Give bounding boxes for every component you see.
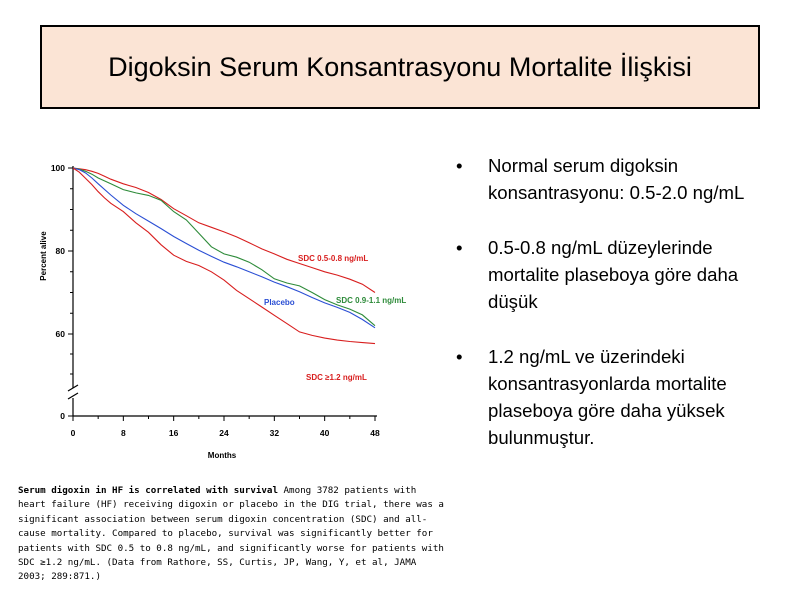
caption-heading: Serum digoxin in HF is correlated with survival <box>18 485 278 496</box>
survival-chart <box>0 140 450 470</box>
x-tick-label: 0 <box>70 428 76 438</box>
series-label: Placebo <box>264 298 295 307</box>
series-line-3 <box>73 168 375 328</box>
y-tick-label: 60 <box>55 329 65 339</box>
figure-caption <box>18 484 448 585</box>
y-tick-label: 80 <box>55 246 65 256</box>
y-axis-title: Percent alive <box>39 231 48 281</box>
series-label: SDC ≥1.2 ng/mL <box>306 373 367 382</box>
x-axis-title: Months <box>207 451 237 460</box>
x-tick-label: 8 <box>120 428 126 438</box>
bullet-dot-icon: • <box>456 237 463 258</box>
bullet-text: 1.2 ng/mL ve üzerindeki konsantrasyonlarda mortalite plaseboya göre daha yüksek bulunmuştur. <box>488 346 727 448</box>
bullet-dot-icon: • <box>456 346 463 367</box>
x-tick-label: 16 <box>168 428 179 438</box>
y-tick-label: 100 <box>50 163 65 173</box>
bullet-dot-icon: • <box>456 155 463 176</box>
x-tick-label: 24 <box>219 428 229 438</box>
bullet-text: 0.5-0.8 ng/mL düzeylerinde mortalite plaseboya göre daha düşük <box>488 237 739 312</box>
x-tick-label: 48 <box>370 428 380 438</box>
bullet-text: Normal serum digoksin konsantrasyonu: 0.5-2.0 ng/mL <box>488 155 745 203</box>
series-label: SDC 0.5-0.8 ng/mL <box>298 254 369 263</box>
x-tick-label: 40 <box>319 428 330 438</box>
x-tick-label: 32 <box>269 428 280 438</box>
slide-title: Digoksin Serum Konsantrasyonu Mortalite İlişkisi <box>108 51 692 82</box>
y-tick-label: 0 <box>60 411 65 421</box>
series-label: SDC 0.9-1.1 ng/mL <box>336 296 407 305</box>
bullet-item <box>456 152 786 206</box>
caption-body: Among 3782 patients with heart failure (HF) receiving digoxin or placebo in the DIG trial, there was a significant association between serum digoxin concentration (SDC) and all-cause mortality. Compared to placebo, survival was significantly better for patients with SDC 0.5 to 0.8 ng/mL, and significantly worse for patients with SDC ≥1.2 ng/mL. (Data from Rathore, SS, Curtis, JP, Wang, Y, et al, JAMA 2003; 289:871.) <box>18 485 444 583</box>
series-line-2 <box>73 168 375 326</box>
bullet-item <box>456 234 786 315</box>
bullet-list <box>456 152 786 479</box>
slide-title-box <box>40 25 760 109</box>
bullet-item <box>456 343 786 451</box>
